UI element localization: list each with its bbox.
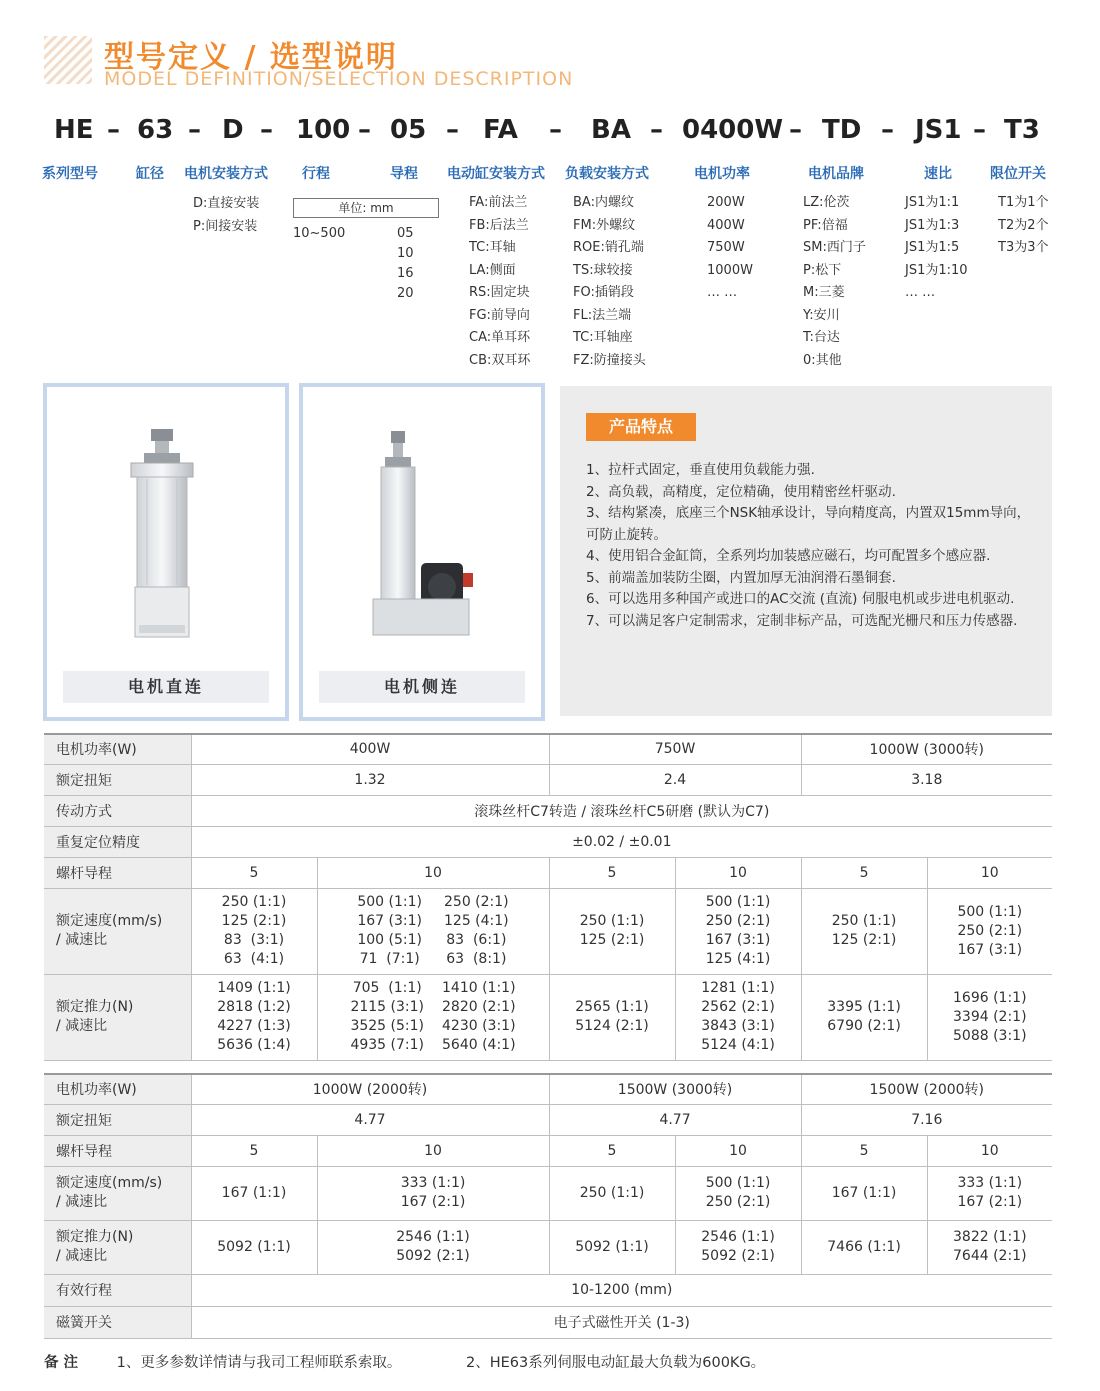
option-item: 16 — [397, 266, 414, 281]
option-item: LZ:伦茨 — [803, 195, 850, 210]
option-item: FZ:防撞接头 — [573, 352, 646, 368]
torque-cell: 3.18 — [801, 764, 1052, 795]
option-item: P:间接安装 — [193, 218, 258, 234]
label-ratio: 速比 — [924, 166, 952, 182]
speed-cell: 167 (1:1) — [191, 1166, 317, 1220]
option-item: T3为3个 — [998, 240, 1049, 255]
lead-cell: 10 — [317, 1135, 549, 1166]
code-dash: – — [650, 115, 663, 145]
option-item: P:松下 — [803, 262, 842, 278]
thrust-cell: 1410 (1:1) 2820 (2:1) 4230 (3:1) 5640 (4:1) — [442, 980, 516, 1053]
code-dash: – — [789, 115, 802, 145]
thrust-cell: 3395 (1:1) 6790 (2:1) — [801, 974, 927, 1060]
option-item: RS:固定块 — [469, 285, 530, 300]
option-item: JS1为1:3 — [905, 217, 960, 233]
load-mount-options — [573, 192, 646, 372]
option-item: ROE:销孔端 — [573, 240, 644, 255]
lead-cell: 5 — [549, 857, 675, 888]
image-caption: 电机直连 — [63, 671, 269, 703]
power-options — [707, 192, 753, 305]
label-cyl-mount: 电动缸安装方式 — [447, 166, 545, 182]
option-item: T:台达 — [803, 330, 840, 345]
power-cell: 1500W (3000转) — [549, 1074, 801, 1104]
feature-item: 7、可以满足客户定制需求，定制非标产品，可选配光栅尺和压力传感器. — [586, 612, 1018, 629]
torque-cell: 7.16 — [801, 1104, 1052, 1135]
label-stroke: 行程 — [302, 166, 330, 182]
code-dash: – — [881, 115, 894, 145]
power-cell: 750W — [549, 734, 801, 764]
code-ratio: JS1 — [915, 115, 962, 145]
lead-options — [397, 224, 414, 304]
row-label: 电机功率(W) — [44, 734, 191, 764]
row-label: 电机功率(W) — [44, 1074, 191, 1104]
row-label: 磁簧开关 — [44, 1306, 191, 1338]
speed-cell: 500 (1:1) 250 (2:1) 167 (3:1) — [927, 888, 1052, 974]
header-decoration — [44, 36, 92, 84]
row-label: 额定扭矩 — [44, 1104, 191, 1135]
row-label: 传动方式 — [44, 795, 191, 826]
speed-cell: 333 (1:1) 167 (2:1) — [927, 1166, 1052, 1220]
code-dash: – — [549, 115, 562, 145]
note-item: 1、更多参数详情请与我司工程师联系索取。 — [116, 1355, 402, 1371]
label-motor-mount: 电机安装方式 — [184, 166, 268, 182]
thrust-cell: 1409 (1:1) 2818 (1:2) 4227 (1:3) 5636 (1:4) — [191, 974, 317, 1060]
mount-options — [193, 193, 259, 238]
option-item: LA:侧面 — [469, 262, 516, 278]
thrust-cell: 1696 (1:1) 3394 (2:1) 5088 (3:1) — [927, 974, 1052, 1060]
row-label: 额定扭矩 — [44, 764, 191, 795]
speed-cell: 250 (2:1) 125 (4:1) 83 (6:1) 63 (8:1) — [444, 894, 509, 967]
speed-cell-group — [317, 888, 549, 974]
option-item: CB:双耳环 — [469, 352, 531, 368]
features-badge: 产品特点 — [586, 413, 696, 441]
stroke-range: 10~500 — [293, 226, 346, 241]
feature-item: 6、可以选用多种国产或进口的AC交流 (直流) 伺服电机或步进电机驱动. — [586, 591, 1015, 607]
notes — [44, 1351, 765, 1372]
image-direct-connect — [43, 383, 289, 721]
option-item: 400W — [707, 217, 745, 233]
row-label: 重复定位精度 — [44, 826, 191, 857]
torque-cell: 4.77 — [191, 1104, 549, 1135]
thrust-cell: 5092 (1:1) — [549, 1220, 675, 1274]
thrust-cell: 3822 (1:1) 7644 (2:1) — [927, 1220, 1052, 1274]
feature-item: 3、结构紧凑，底座三个NSK轴承设计，导向精度高，内置双15mm导向，可防止旋转。 — [586, 505, 1031, 543]
option-item: 200W — [707, 195, 745, 210]
feature-item: 4、使用铝合金缸筒，全系列均加装感应磁石，均可配置多个感应器. — [586, 548, 991, 564]
thrust-cell: 2565 (1:1) 5124 (2:1) — [549, 974, 675, 1060]
code-bore: 63 — [137, 115, 174, 145]
power-cell: 1500W (2000转) — [801, 1074, 1052, 1104]
code-stroke: 100 — [296, 115, 351, 145]
code-dash: – — [973, 115, 986, 145]
thrust-cell: 7466 (1:1) — [801, 1220, 927, 1274]
thrust-cell-group — [317, 974, 549, 1060]
torque-cell: 2.4 — [549, 764, 801, 795]
features-panel — [560, 386, 1052, 716]
speed-cell: 250 (1:1) 125 (2:1) — [801, 888, 927, 974]
code-dash: – — [358, 115, 371, 145]
image-side-connect — [299, 383, 545, 721]
option-item: JS1为1:1 — [905, 195, 960, 210]
lead-cell: 10 — [927, 1135, 1052, 1166]
option-item: … … — [905, 285, 936, 300]
code-dash: – — [188, 115, 201, 145]
code-brand: TD — [822, 115, 862, 145]
precision-cell: ±0.02 / ±0.01 — [191, 826, 1052, 857]
limit-options — [998, 192, 1048, 260]
speed-cell: 500 (1:1) 167 (3:1) 100 (5:1) 71 (7:1) — [357, 894, 422, 967]
option-item: TC:耳轴 — [469, 240, 516, 255]
option-item: 20 — [397, 286, 414, 301]
option-item: 1000W — [707, 262, 753, 278]
option-item: 0:其他 — [803, 352, 842, 368]
option-item: T1为1个 — [998, 195, 1049, 210]
code-dash: – — [107, 115, 120, 145]
lead-cell: 5 — [191, 857, 317, 888]
option-item: CA:单耳环 — [469, 330, 531, 345]
page-title: 型号定义 / 选型说明 — [104, 40, 398, 75]
lead-cell: 5 — [549, 1135, 675, 1166]
note-item: 2、HE63系列伺服电动缸最大负载为600KG。 — [466, 1355, 766, 1371]
label-brand: 电机品牌 — [808, 166, 864, 182]
code-dash: – — [260, 115, 273, 145]
code-dash: – — [446, 115, 459, 145]
option-item: SM:西门子 — [803, 240, 866, 255]
code-limit: T3 — [1004, 115, 1040, 145]
code-lead: 05 — [390, 115, 427, 145]
lead-cell: 10 — [927, 857, 1052, 888]
option-item: BA:内螺纹 — [573, 195, 634, 210]
option-item: D:直接安装 — [193, 196, 260, 211]
unit-box: 单位: mm — [293, 198, 439, 218]
page-subtitle: MODEL DEFINITION/SELECTION DESCRIPTION — [104, 68, 574, 90]
brand-options — [803, 192, 866, 372]
option-item: JS1为1:5 — [905, 240, 960, 255]
speed-cell: 250 (1:1) 125 (2:1) 83 (3:1) 63 (4:1) — [191, 888, 317, 974]
thrust-cell: 5092 (1:1) — [191, 1220, 317, 1274]
option-item: FM:外螺纹 — [573, 217, 636, 233]
option-item: JS1为1:10 — [905, 262, 968, 278]
torque-cell: 4.77 — [549, 1104, 801, 1135]
speed-cell: 167 (1:1) — [801, 1166, 927, 1220]
torque-cell: 1.32 — [191, 764, 549, 795]
lead-cell: 5 — [801, 857, 927, 888]
code-load-mount: BA — [591, 115, 631, 145]
features-list — [586, 460, 1036, 632]
speed-cell: 500 (1:1) 250 (2:1) — [675, 1166, 801, 1220]
row-label: 额定推力(N) / 减速比 — [44, 974, 191, 1060]
option-item: FG:前导向 — [469, 307, 530, 323]
row-label: 螺杆导程 — [44, 1135, 191, 1166]
thrust-cell: 1281 (1:1) 2562 (2:1) 3843 (3:1) 5124 (4:1) — [675, 974, 801, 1060]
option-item: T2为2个 — [998, 217, 1049, 233]
option-item: FA:前法兰 — [469, 195, 528, 210]
spec-table-1 — [44, 733, 1052, 1061]
option-item: FL:法兰端 — [573, 307, 632, 323]
thrust-cell: 2546 (1:1) 5092 (2:1) — [317, 1220, 549, 1274]
lead-cell: 10 — [675, 857, 801, 888]
option-item: TS:球较接 — [573, 262, 633, 278]
option-item: 10 — [397, 246, 414, 261]
row-label: 额定推力(N) / 减速比 — [44, 1220, 191, 1274]
label-load-mount: 负载安装方式 — [565, 166, 649, 182]
stroke-cell: 10-1200 (mm) — [191, 1274, 1052, 1306]
option-item: FO:插销段 — [573, 285, 634, 300]
code-cyl-mount: FA — [483, 115, 518, 145]
notes-label: 备 注 — [44, 1355, 79, 1371]
power-cell: 1000W (2000转) — [191, 1074, 549, 1104]
speed-cell: 500 (1:1) 250 (2:1) 167 (3:1) 125 (4:1) — [675, 888, 801, 974]
speed-cell: 333 (1:1) 167 (2:1) — [317, 1166, 549, 1220]
row-label: 螺杆导程 — [44, 857, 191, 888]
row-label: 有效行程 — [44, 1274, 191, 1306]
code-series: HE — [54, 115, 94, 145]
option-item: TC:耳轴座 — [573, 330, 633, 345]
option-item: M:三菱 — [803, 285, 845, 300]
row-label: 额定速度(mm/s) / 减速比 — [44, 888, 191, 974]
speed-cell: 250 (1:1) — [549, 1166, 675, 1220]
ratio-options — [905, 192, 968, 305]
lead-cell: 5 — [801, 1135, 927, 1166]
label-lead: 导程 — [390, 166, 418, 182]
switch-cell: 电子式磁性开关 (1-3) — [191, 1306, 1052, 1338]
option-item: PF:倍福 — [803, 217, 848, 233]
power-cell: 1000W (3000转) — [801, 734, 1052, 764]
actuator-direct-illustration — [47, 387, 285, 667]
label-limit: 限位开关 — [990, 166, 1046, 182]
transmission-cell: 滚珠丝杆C7转造 / 滚珠丝杆C5研磨 (默认为C7) — [191, 795, 1052, 826]
option-item: … … — [707, 285, 738, 300]
lead-cell: 10 — [675, 1135, 801, 1166]
option-item: 750W — [707, 240, 745, 255]
code-power: 0400W — [682, 115, 784, 145]
thrust-cell: 705 (1:1) 2115 (3:1) 3525 (5:1) 4935 (7:1) — [350, 980, 424, 1053]
lead-cell: 5 — [191, 1135, 317, 1166]
feature-item: 1、拉杆式固定，垂直使用负载能力强. — [586, 462, 815, 478]
option-item: Y:安川 — [803, 307, 840, 323]
label-bore: 缸径 — [136, 166, 164, 182]
feature-item: 2、高负载，高精度，定位精确，使用精密丝杆驱动. — [586, 483, 896, 500]
lead-cell: 10 — [317, 857, 549, 888]
option-item: FB:后法兰 — [469, 217, 529, 233]
actuator-side-illustration — [303, 387, 541, 667]
cyl-mount-options — [469, 192, 530, 372]
image-caption: 电机侧连 — [319, 671, 525, 703]
code-mount: D — [222, 115, 244, 145]
label-series: 系列型号 — [42, 166, 98, 182]
spec-table-2 — [44, 1073, 1052, 1339]
speed-cell: 250 (1:1) 125 (2:1) — [549, 888, 675, 974]
row-label: 额定速度(mm/s) / 减速比 — [44, 1166, 191, 1220]
feature-item: 5、前端盖加装防尘圈，内置加厚无油润滑石墨铜套. — [586, 569, 896, 586]
option-item: 05 — [397, 226, 414, 241]
thrust-cell: 2546 (1:1) 5092 (2:1) — [675, 1220, 801, 1274]
label-power: 电机功率 — [694, 166, 750, 182]
power-cell: 400W — [191, 734, 549, 764]
